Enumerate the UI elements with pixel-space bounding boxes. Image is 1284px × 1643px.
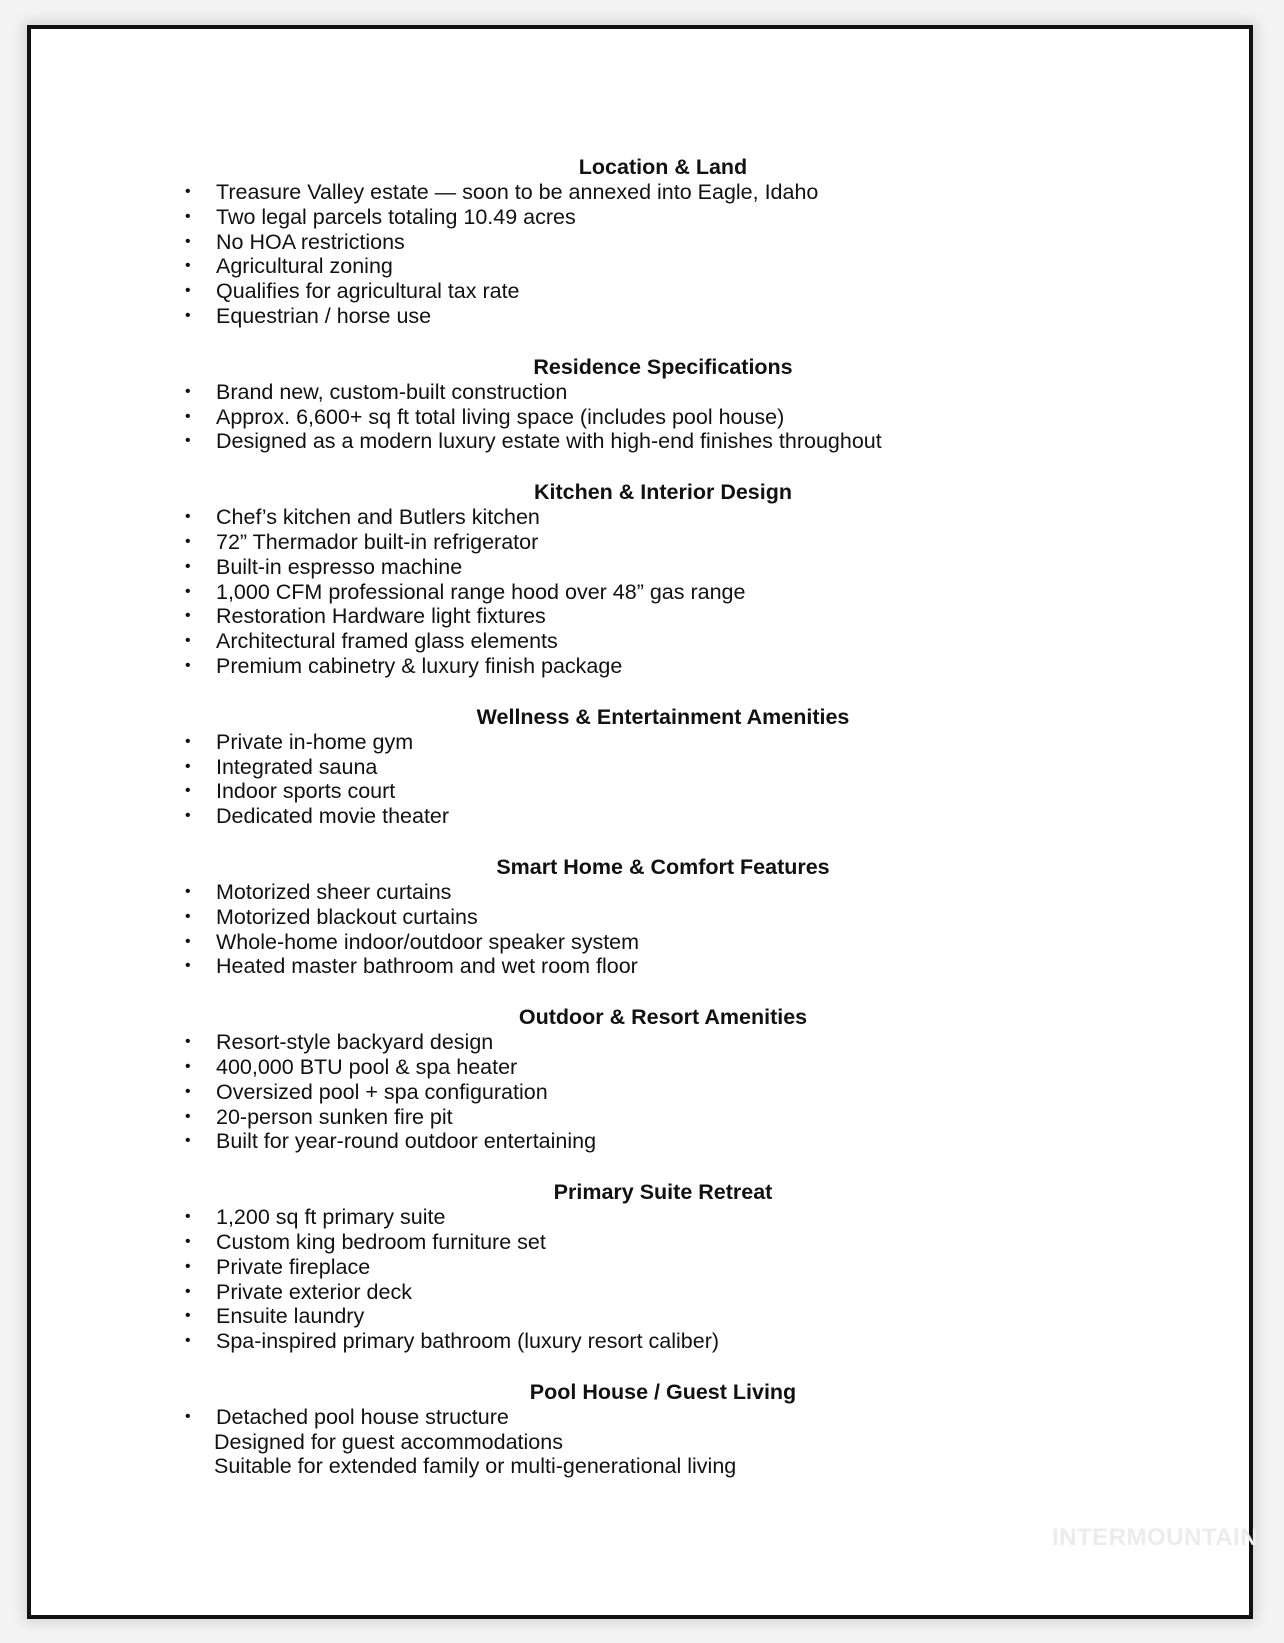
list-item — [180, 530, 1150, 555]
list-item — [180, 1055, 1150, 1080]
bullet-icon: • — [185, 1208, 191, 1226]
bullet-icon: • — [185, 432, 191, 450]
item-text: Brand new, custom-built construction — [216, 379, 568, 404]
item-text: Resort-style backyard design — [216, 1030, 494, 1055]
section-pool-house-guest-living — [180, 1380, 1150, 1479]
item-text: Motorized blackout curtains — [216, 904, 478, 929]
list-item — [180, 730, 1150, 755]
list-item — [180, 1304, 1150, 1329]
bullet-icon: • — [185, 882, 191, 900]
list-item — [180, 1255, 1150, 1280]
item-text: Private fireplace — [216, 1254, 371, 1279]
bullet-icon: • — [185, 282, 191, 300]
list-item — [180, 1405, 1150, 1430]
list-item — [180, 954, 1150, 979]
list-item: Designed for guest accommodations — [214, 1429, 563, 1454]
list-item — [180, 254, 1150, 279]
item-text: Approx. 6,600+ sq ft total living space (includes pool house) — [216, 404, 785, 429]
list-item — [180, 1205, 1150, 1230]
bullet-icon: • — [185, 1407, 191, 1425]
list-item — [180, 555, 1150, 580]
item-text: Built-in espresso machine — [216, 554, 463, 579]
item-text: Heated master bathroom and wet room floor — [216, 954, 638, 979]
list-item — [180, 580, 1150, 605]
bullet-icon: • — [185, 932, 191, 950]
item-text: 72” Thermador built-in refrigerator — [216, 529, 539, 554]
list-item — [180, 755, 1150, 780]
item-text: Detached pool house structure — [216, 1404, 509, 1429]
list-item — [180, 804, 1150, 829]
list-item — [180, 429, 1150, 454]
section-title: Residence Specifications — [533, 354, 793, 379]
bullet-icon: • — [185, 1257, 191, 1275]
item-text: Motorized sheer curtains — [216, 879, 452, 904]
bullet-list — [180, 180, 1150, 329]
bullet-icon: • — [185, 306, 191, 324]
section-primary-suite — [180, 1180, 1150, 1354]
section-title: Primary Suite Retreat — [553, 1180, 773, 1205]
item-text: Agricultural zoning — [216, 254, 393, 279]
list-item — [180, 1230, 1150, 1255]
bullet-icon: • — [185, 1033, 191, 1051]
bullet-list — [180, 880, 1150, 979]
item-text: Equestrian / horse use — [216, 303, 432, 328]
bullet-icon: • — [185, 656, 191, 674]
watermark: INTERMOUNTAIN — [1052, 1524, 1259, 1551]
list-item — [180, 180, 1150, 205]
bullet-icon: • — [185, 732, 191, 750]
item-text: Qualifies for agricultural tax rate — [216, 279, 520, 304]
list-item — [180, 1329, 1150, 1354]
section-title: Smart Home & Comfort Features — [496, 854, 830, 879]
bullet-icon: • — [185, 382, 191, 400]
item-text: Restoration Hardware light fixtures — [216, 604, 546, 629]
section-title: Wellness & Entertainment Amenities — [476, 704, 850, 729]
bullet-icon: • — [185, 1132, 191, 1150]
bullet-icon: • — [185, 757, 191, 775]
item-text: Private in-home gym — [216, 729, 414, 754]
section-kitchen-interior-design — [180, 480, 1150, 679]
list-item — [180, 629, 1150, 654]
item-text: Integrated sauna — [216, 754, 378, 779]
list-item — [180, 779, 1150, 804]
bullet-icon: • — [185, 257, 191, 275]
list-item — [180, 654, 1150, 679]
list-item — [180, 905, 1150, 930]
list-item: Suitable for extended family or multi-generational living — [214, 1454, 737, 1479]
bullet-icon: • — [185, 807, 191, 825]
item-text: Oversized pool + spa configuration — [216, 1079, 548, 1104]
bullet-icon: • — [185, 1107, 191, 1125]
list-item — [180, 1030, 1150, 1055]
bullet-icon: • — [185, 607, 191, 625]
bullet-list — [180, 1405, 1150, 1430]
item-text: Built for year-round outdoor entertaining — [216, 1129, 597, 1154]
item-text: Premium cabinetry & luxury finish package — [216, 653, 623, 678]
item-text: Dedicated movie theater — [216, 804, 450, 829]
list-item — [180, 604, 1150, 629]
section-title: Kitchen & Interior Design — [533, 480, 793, 505]
bullet-icon: • — [185, 1057, 191, 1075]
feature-list — [180, 155, 1150, 1505]
item-text: Ensuite laundry — [216, 1304, 365, 1329]
item-text: Chef’s kitchen and Butlers kitchen — [216, 505, 540, 530]
section-title: Pool House / Guest Living — [529, 1379, 797, 1404]
list-item — [180, 230, 1150, 255]
bullet-icon: • — [185, 508, 191, 526]
list-item — [180, 1280, 1150, 1305]
bullet-list — [180, 380, 1150, 454]
section-smart-home-comfort — [180, 855, 1150, 979]
bullet-icon: • — [185, 532, 191, 550]
item-text: 1,000 CFM professional range hood over 48” gas range — [216, 579, 746, 604]
section-outdoor-resort — [180, 1005, 1150, 1154]
list-item — [180, 880, 1150, 905]
bullet-icon: • — [185, 632, 191, 650]
item-text: 400,000 BTU pool & spa heater — [216, 1054, 518, 1079]
bullet-icon: • — [185, 1082, 191, 1100]
bullet-icon: • — [185, 957, 191, 975]
section-title: Outdoor & Resort Amenities — [518, 1005, 808, 1030]
item-text: Whole-home indoor/outdoor speaker system — [216, 929, 640, 954]
item-text: 20-person sunken fire pit — [216, 1104, 453, 1129]
document-page — [27, 25, 1253, 1619]
item-text: Treasure Valley estate — soon to be annexed into Eagle, Idaho — [216, 180, 819, 204]
bullet-list — [180, 1205, 1150, 1354]
list-item — [180, 380, 1150, 405]
bullet-icon: • — [185, 557, 191, 575]
list-item — [180, 1080, 1150, 1105]
list-item — [180, 304, 1150, 329]
item-text: Spa-inspired primary bathroom (luxury resort caliber) — [216, 1329, 720, 1354]
continuation-list — [180, 1430, 1150, 1480]
bullet-icon: • — [185, 407, 191, 425]
bullet-list — [180, 505, 1150, 679]
list-item — [180, 1129, 1150, 1154]
bullet-icon: • — [185, 207, 191, 225]
item-text: Private exterior deck — [216, 1279, 412, 1304]
item-text: Two legal parcels totaling 10.49 acres — [216, 204, 576, 229]
bullet-icon: • — [185, 1307, 191, 1325]
bullet-icon: • — [185, 582, 191, 600]
item-text: Custom king bedroom furniture set — [216, 1229, 546, 1254]
item-text: Indoor sports court — [216, 779, 396, 804]
bullet-icon: • — [185, 1282, 191, 1300]
item-text: No HOA restrictions — [216, 229, 405, 254]
bullet-icon: • — [185, 782, 191, 800]
list-item — [180, 279, 1150, 304]
list-item — [180, 930, 1150, 955]
item-text: Architectural framed glass elements — [216, 629, 558, 654]
bullet-icon: • — [185, 183, 191, 200]
section-title: Location & Land — [578, 155, 748, 179]
item-text: Designed as a modern luxury estate with high-end finishes throughout — [216, 429, 882, 454]
section-location-land — [180, 155, 1150, 329]
bullet-icon: • — [185, 907, 191, 925]
list-item — [180, 505, 1150, 530]
bullet-icon: • — [185, 1332, 191, 1350]
section-wellness-entertainment — [180, 705, 1150, 829]
list-item — [180, 205, 1150, 230]
bullet-list — [180, 730, 1150, 829]
list-item — [180, 405, 1150, 430]
item-text: 1,200 sq ft primary suite — [216, 1205, 446, 1230]
bullet-icon: • — [185, 232, 191, 250]
section-residence-specifications — [180, 355, 1150, 454]
bullet-list — [180, 1030, 1150, 1154]
list-item — [180, 1105, 1150, 1130]
bullet-icon: • — [185, 1232, 191, 1250]
